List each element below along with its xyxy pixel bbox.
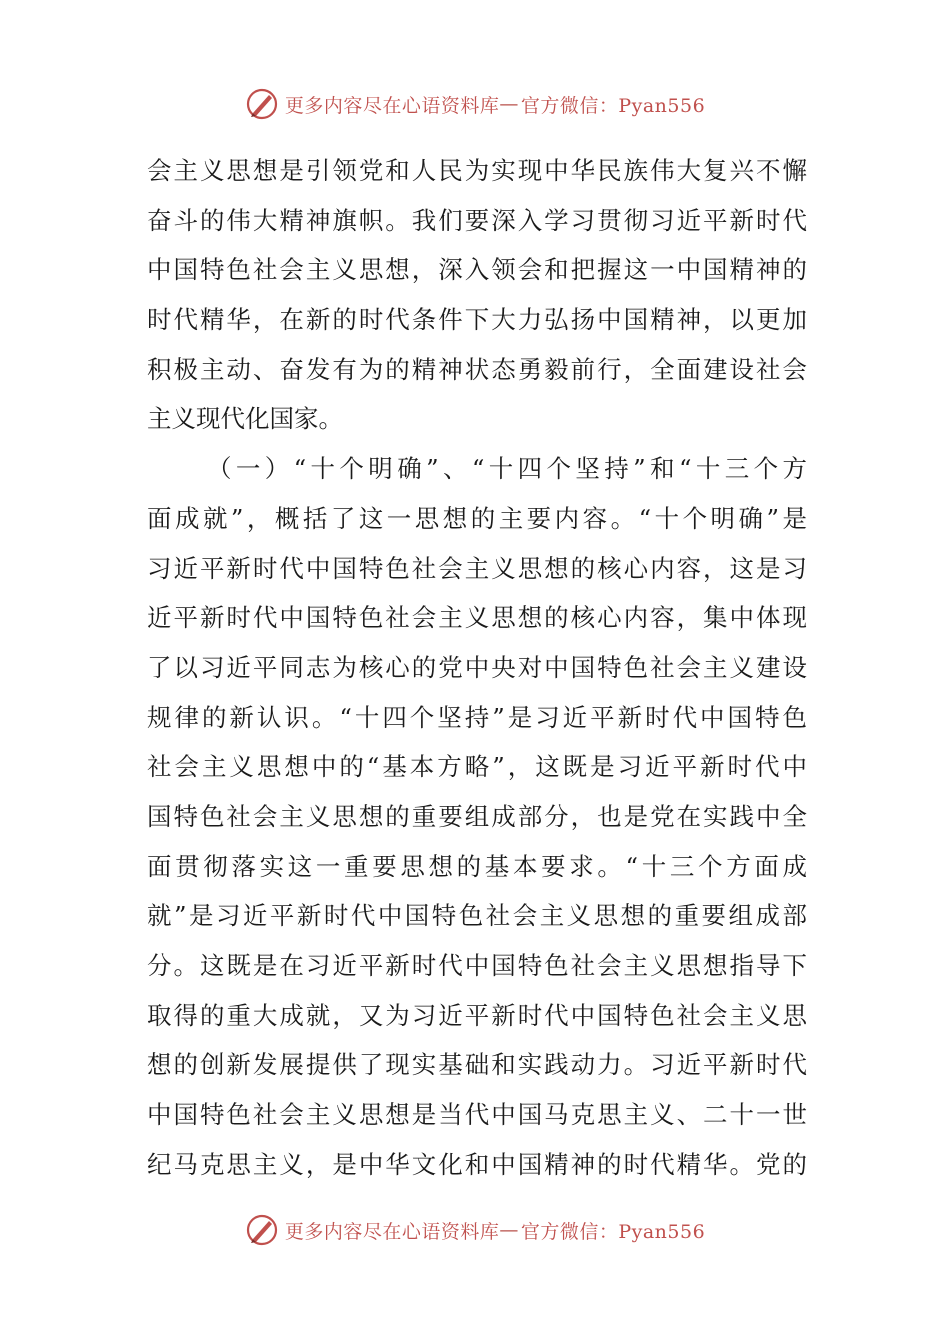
- text-line: 取得的重大成就，又为习近平新时代中国特色社会主义思: [147, 1000, 807, 1030]
- text-line: 纪马克思主义，是中华文化和中国精神的时代精华。党的: [147, 1149, 807, 1179]
- pen-logo-icon: [245, 1213, 279, 1247]
- text-line: 时代精华，在新的时代条件下大力弘扬中国精神，以更加: [147, 305, 807, 335]
- header-banner-text: 更多内容尽在心语资料库: [284, 94, 500, 117]
- header-banner-dash: —: [499, 93, 519, 115]
- header-wechat: 官方微信：Pyan556: [520, 94, 706, 117]
- text-line: 想的创新发展提供了现实基础和实践动力。习近平新时代: [147, 1050, 807, 1080]
- document-body: [147, 146, 807, 1189]
- footer-banner-text: 更多内容尽在心语资料库: [284, 1220, 500, 1243]
- text-line: 主义现代化国家。: [147, 404, 343, 434]
- text-line: 分。这既是在习近平新时代中国特色社会主义思想指导下: [147, 951, 807, 980]
- text-line: 近平新时代中国特色社会主义思想的核心内容，集中体现: [147, 603, 807, 633]
- text-line: 国特色社会主义思想的重要组成部分，也是党在实践中全: [147, 801, 807, 831]
- text-line: 规律的新认识。“十四个坚持”是习近平新时代中国特色: [147, 702, 807, 732]
- text-line: 就”是习近平新时代中国特色社会主义思想的重要组成部: [147, 901, 807, 931]
- footer-wechat: 官方微信：Pyan556: [520, 1220, 706, 1243]
- header-banner: [0, 84, 950, 124]
- text-line: 面贯彻落实这一重要思想的基本要求。“十三个方面成: [147, 851, 807, 881]
- footer-banner-dash: —: [499, 1219, 519, 1241]
- text-line: 习近平新时代中国特色社会主义思想的核心内容，这是习: [147, 553, 807, 583]
- footer-banner: [0, 1210, 950, 1250]
- pen-logo-icon: [245, 87, 279, 121]
- text-line: 积极主动、奋发有为的精神状态勇毅前行，全面建设社会: [147, 354, 807, 384]
- paragraph-heading-line: （一）“十个明确”、“十四个坚持”和“十三个方: [207, 454, 807, 484]
- text-line: 会主义思想是引领党和人民为实现中华民族伟大复兴不懈: [147, 156, 807, 185]
- text-line: 面成就”，概括了这一思想的主要内容。“十个明确”是: [147, 503, 807, 533]
- text-line: 社会主义思想中的“基本方略”，这既是习近平新时代中: [147, 752, 807, 782]
- text-line: 了以习近平同志为核心的党中央对中国特色社会主义建设: [147, 652, 807, 682]
- text-line: 中国特色社会主义思想是当代中国马克思主义、二十一世: [147, 1100, 807, 1130]
- text-line: 中国特色社会主义思想，深入领会和把握这一中国精神的: [147, 255, 807, 285]
- text-line: 奋斗的伟大精神旗帜。我们要深入学习贯彻习近平新时代: [147, 205, 807, 235]
